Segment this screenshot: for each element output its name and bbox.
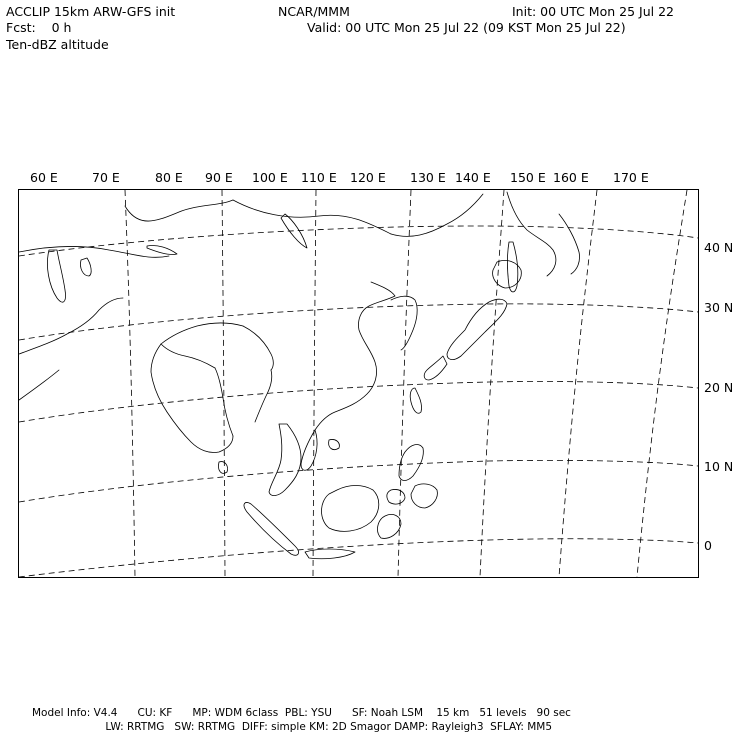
coastline-taiwan bbox=[410, 388, 421, 413]
graticule-group bbox=[19, 190, 698, 577]
header-model-title: ACCLIP 15km ARW-GFS init bbox=[6, 4, 176, 19]
coastline-palawan bbox=[387, 489, 405, 504]
coastline-malay-indochina bbox=[269, 424, 301, 496]
lat-label-0: 0 bbox=[704, 538, 712, 553]
coastline-arabia-south bbox=[19, 370, 59, 400]
meridian-110e bbox=[313, 190, 316, 577]
header-institution: NCAR/MMM bbox=[278, 4, 350, 19]
map-plot-area[interactable] bbox=[18, 189, 699, 578]
coastline-sulawesi bbox=[378, 514, 401, 538]
header-forecast-hour: Fcst: 0 h bbox=[6, 20, 72, 35]
meridian-170e bbox=[637, 190, 687, 577]
coastline-aral-sea bbox=[80, 258, 91, 276]
coastline-caspian-north bbox=[19, 246, 169, 257]
lon-label-60e: 60 E bbox=[30, 170, 58, 185]
coastline-arabia-gulf bbox=[19, 298, 123, 354]
coastline-india-north bbox=[161, 344, 215, 368]
parallel-10n bbox=[19, 460, 698, 502]
coastline-borneo bbox=[322, 486, 379, 532]
coastline-burma bbox=[255, 370, 272, 422]
lon-label-80e: 80 E bbox=[155, 170, 183, 185]
coastline-mindanao bbox=[411, 484, 437, 508]
header-init-time: Init: 00 UTC Mon 25 Jul 22 bbox=[512, 4, 674, 19]
coastline-north-border bbox=[125, 200, 233, 221]
lon-label-100e: 100 E bbox=[252, 170, 288, 185]
footer-model-info-line2: LW: RRTMG SW: RRTMG DIFF: simple KM: 2D Smagor DAMP: Rayleigh3 SFLAY: MM5 bbox=[32, 721, 553, 733]
coastline-okhotsk bbox=[507, 192, 556, 276]
coastline-kyushu bbox=[424, 356, 447, 380]
parallel-40n bbox=[19, 226, 698, 256]
lon-label-110e: 110 E bbox=[301, 170, 337, 185]
coastline-vietnam bbox=[301, 430, 317, 470]
lon-label-120e: 120 E bbox=[350, 170, 386, 185]
footer-model-info-line1: Model Info: V4.4 CU: KF MP: WDM 6class PBL: YSU SF: Noah LSM 15 km 51 levels 90 sec bbox=[32, 707, 571, 719]
coastline-india-west bbox=[151, 344, 233, 453]
coastline-himalaya bbox=[161, 323, 243, 344]
lon-label-140e: 140 E bbox=[455, 170, 491, 185]
coastline-baikal bbox=[281, 214, 307, 248]
coastline-caspian-sea bbox=[47, 250, 65, 302]
coastline-kamchatka bbox=[559, 214, 580, 274]
lat-label-40n: 40 N bbox=[704, 240, 734, 255]
meridian-90e bbox=[222, 190, 225, 577]
coastline-luzon bbox=[399, 445, 423, 481]
lon-label-70e: 70 E bbox=[92, 170, 120, 185]
header-valid-time: Valid: 00 UTC Mon 25 Jul 22 (09 KST Mon 25 Jul 22) bbox=[307, 20, 626, 35]
coastline-amur bbox=[391, 194, 483, 236]
lon-label-170e: 170 E bbox=[613, 170, 649, 185]
lon-label-130e: 130 E bbox=[410, 170, 446, 185]
lon-label-90e: 90 E bbox=[205, 170, 233, 185]
coastline-tibet-edge bbox=[243, 326, 273, 370]
coastline-china-east bbox=[315, 282, 395, 430]
coastlines-group bbox=[19, 192, 580, 559]
lon-label-150e: 150 E bbox=[510, 170, 546, 185]
lat-label-20n: 20 N bbox=[704, 380, 734, 395]
coastline-sumatra bbox=[244, 502, 298, 555]
coastline-sri-lanka bbox=[218, 462, 227, 474]
lat-label-10n: 10 N bbox=[704, 459, 734, 474]
meridian-80e bbox=[125, 190, 135, 577]
coastline-hainan bbox=[329, 439, 340, 449]
coastline-korea bbox=[391, 296, 417, 350]
parallel-20n bbox=[19, 381, 698, 422]
coastline-mongolia-border bbox=[233, 200, 391, 234]
coastline-honshu bbox=[447, 299, 507, 359]
coastline-balkhash bbox=[147, 245, 177, 254]
lat-label-30n: 30 N bbox=[704, 300, 734, 315]
header-field-name: Ten-dBZ altitude bbox=[6, 37, 109, 52]
parallel-0 bbox=[19, 539, 698, 577]
lon-label-160e: 160 E bbox=[553, 170, 589, 185]
coastline-java bbox=[305, 549, 355, 559]
meridian-140e bbox=[480, 190, 504, 577]
